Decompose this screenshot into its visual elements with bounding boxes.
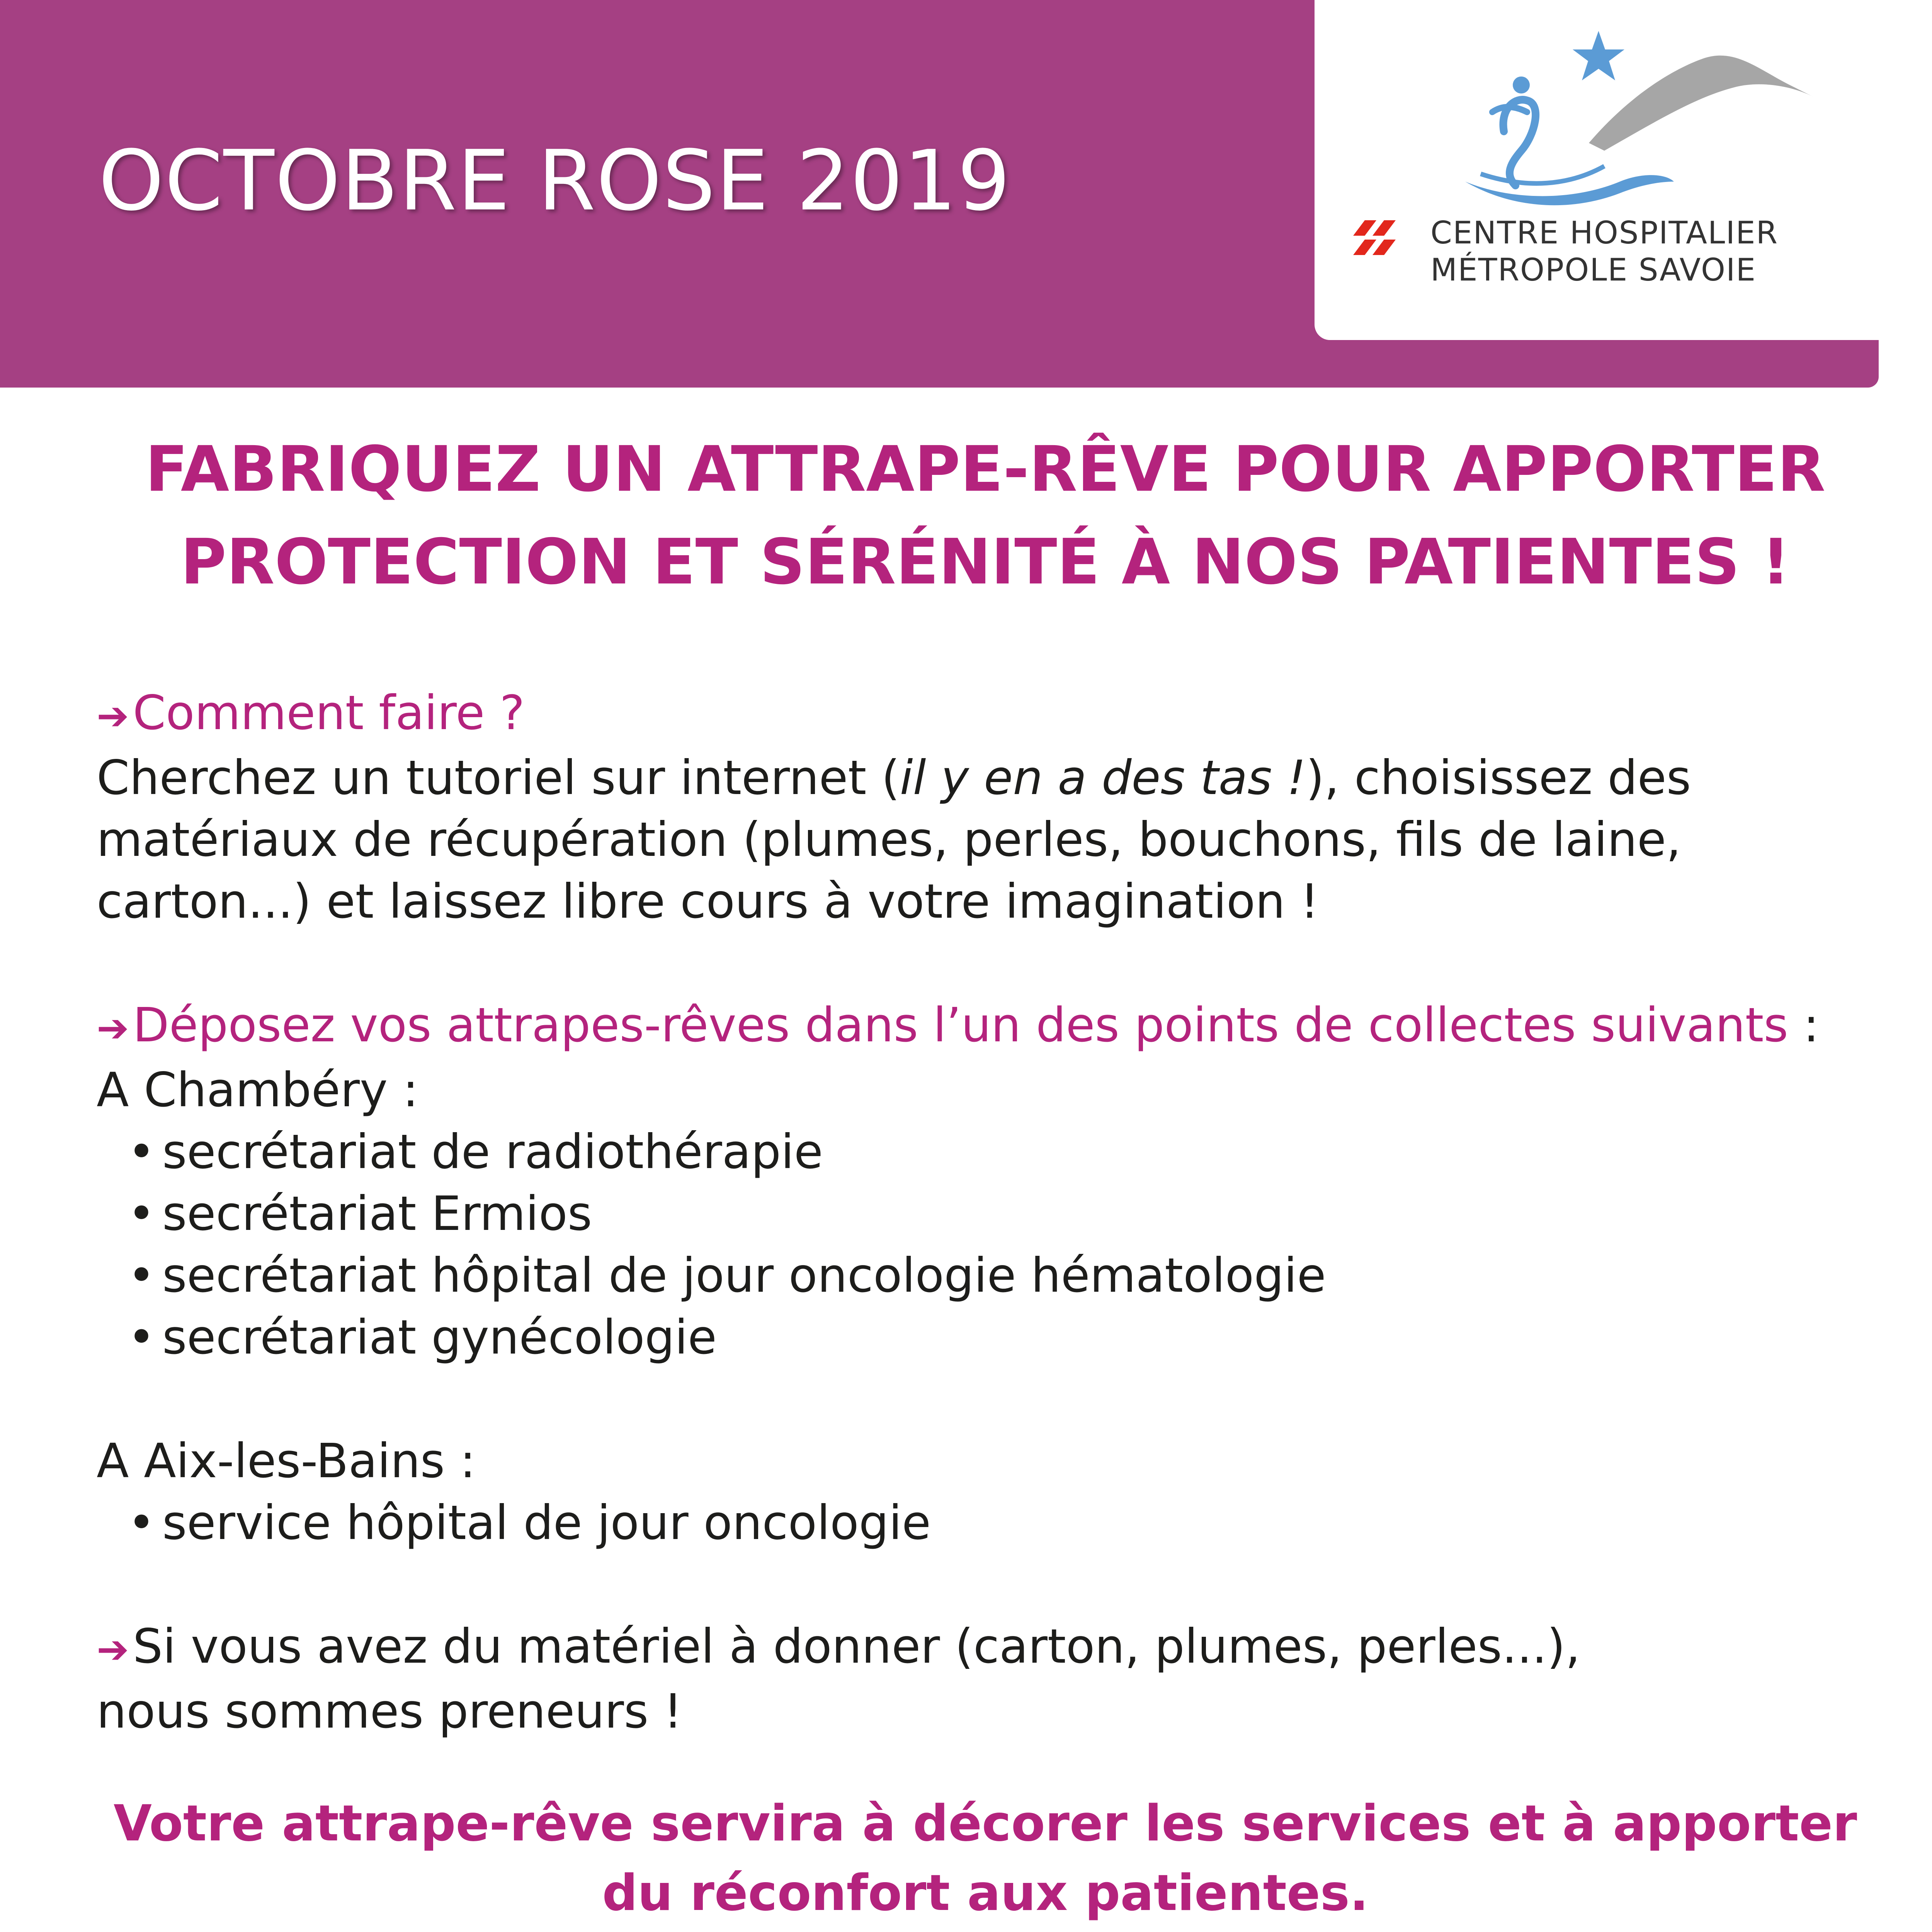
headline-line-1: FABRIQUEZ UN ATTRAPE-RÊVE POUR APPORTER: [145, 433, 1826, 506]
hospital-logo-icon: [1388, 19, 1813, 213]
closing-message: Votre attrape-rêve servira à décorer les services et à apporter du réconfort aux patientes.: [113, 1795, 1857, 1922]
chambery-heading: A Chambéry :: [97, 1063, 419, 1117]
headline: [97, 423, 1874, 609]
chambery-list: [97, 1121, 1893, 1368]
list-item: • service hôpital de jour oncologie: [128, 1492, 1893, 1554]
list-item: • secrétariat de radiothérapie: [128, 1121, 1893, 1183]
page-title: OCTOBRE ROSE 2019: [99, 132, 1011, 229]
aix-heading: A Aix-les-Bains :: [97, 1434, 476, 1488]
logo-line-2: MÉTROPOLE SAVOIE: [1430, 252, 1757, 288]
hospital-logo: [1315, 0, 1879, 340]
arrow-right-icon: ➔: [97, 693, 129, 738]
section-how-text: Cherchez un tutoriel sur internet (il y en a des tas !), choisissez des matériaux de récupération (plumes, perles, bouchons, fils de laine, carton...) et laissez libre cours à votre imagination !: [97, 750, 1691, 929]
bullet-icon: •: [128, 1495, 155, 1550]
list-item: • secrétariat gynécologie: [128, 1306, 1893, 1368]
section-how-title: ➔Comment faire ?: [97, 685, 525, 740]
logo-line-1: CENTRE HOSPITALIER: [1430, 215, 1779, 251]
bullet-icon: •: [128, 1310, 155, 1365]
arrow-right-icon: ➔: [97, 1005, 129, 1051]
logo-stripe-icon: [1353, 220, 1400, 255]
bullet-icon: •: [128, 1186, 155, 1241]
section-deposit-title: ➔Déposez vos attrapes-rêves dans l’un des points de collectes suivants :: [97, 998, 1819, 1053]
headline-line-2: PROTECTION ET SÉRÉNITÉ À NOS PATIENTES !: [180, 526, 1790, 599]
list-item: • secrétariat hôpital de jour oncologie hématologie: [128, 1245, 1893, 1306]
aix-list: [97, 1492, 1893, 1554]
bullet-icon: •: [128, 1248, 155, 1303]
section-donate: ➔Si vous avez du matériel à donner (carton, plumes, perles...), nous sommes preneurs !: [97, 1619, 1580, 1739]
logo-name: [1430, 214, 1778, 289]
arrow-right-icon: ➔: [97, 1627, 129, 1672]
main-content: [97, 682, 1893, 1742]
bullet-icon: •: [128, 1124, 155, 1179]
list-item: • secrétariat Ermios: [128, 1183, 1893, 1245]
